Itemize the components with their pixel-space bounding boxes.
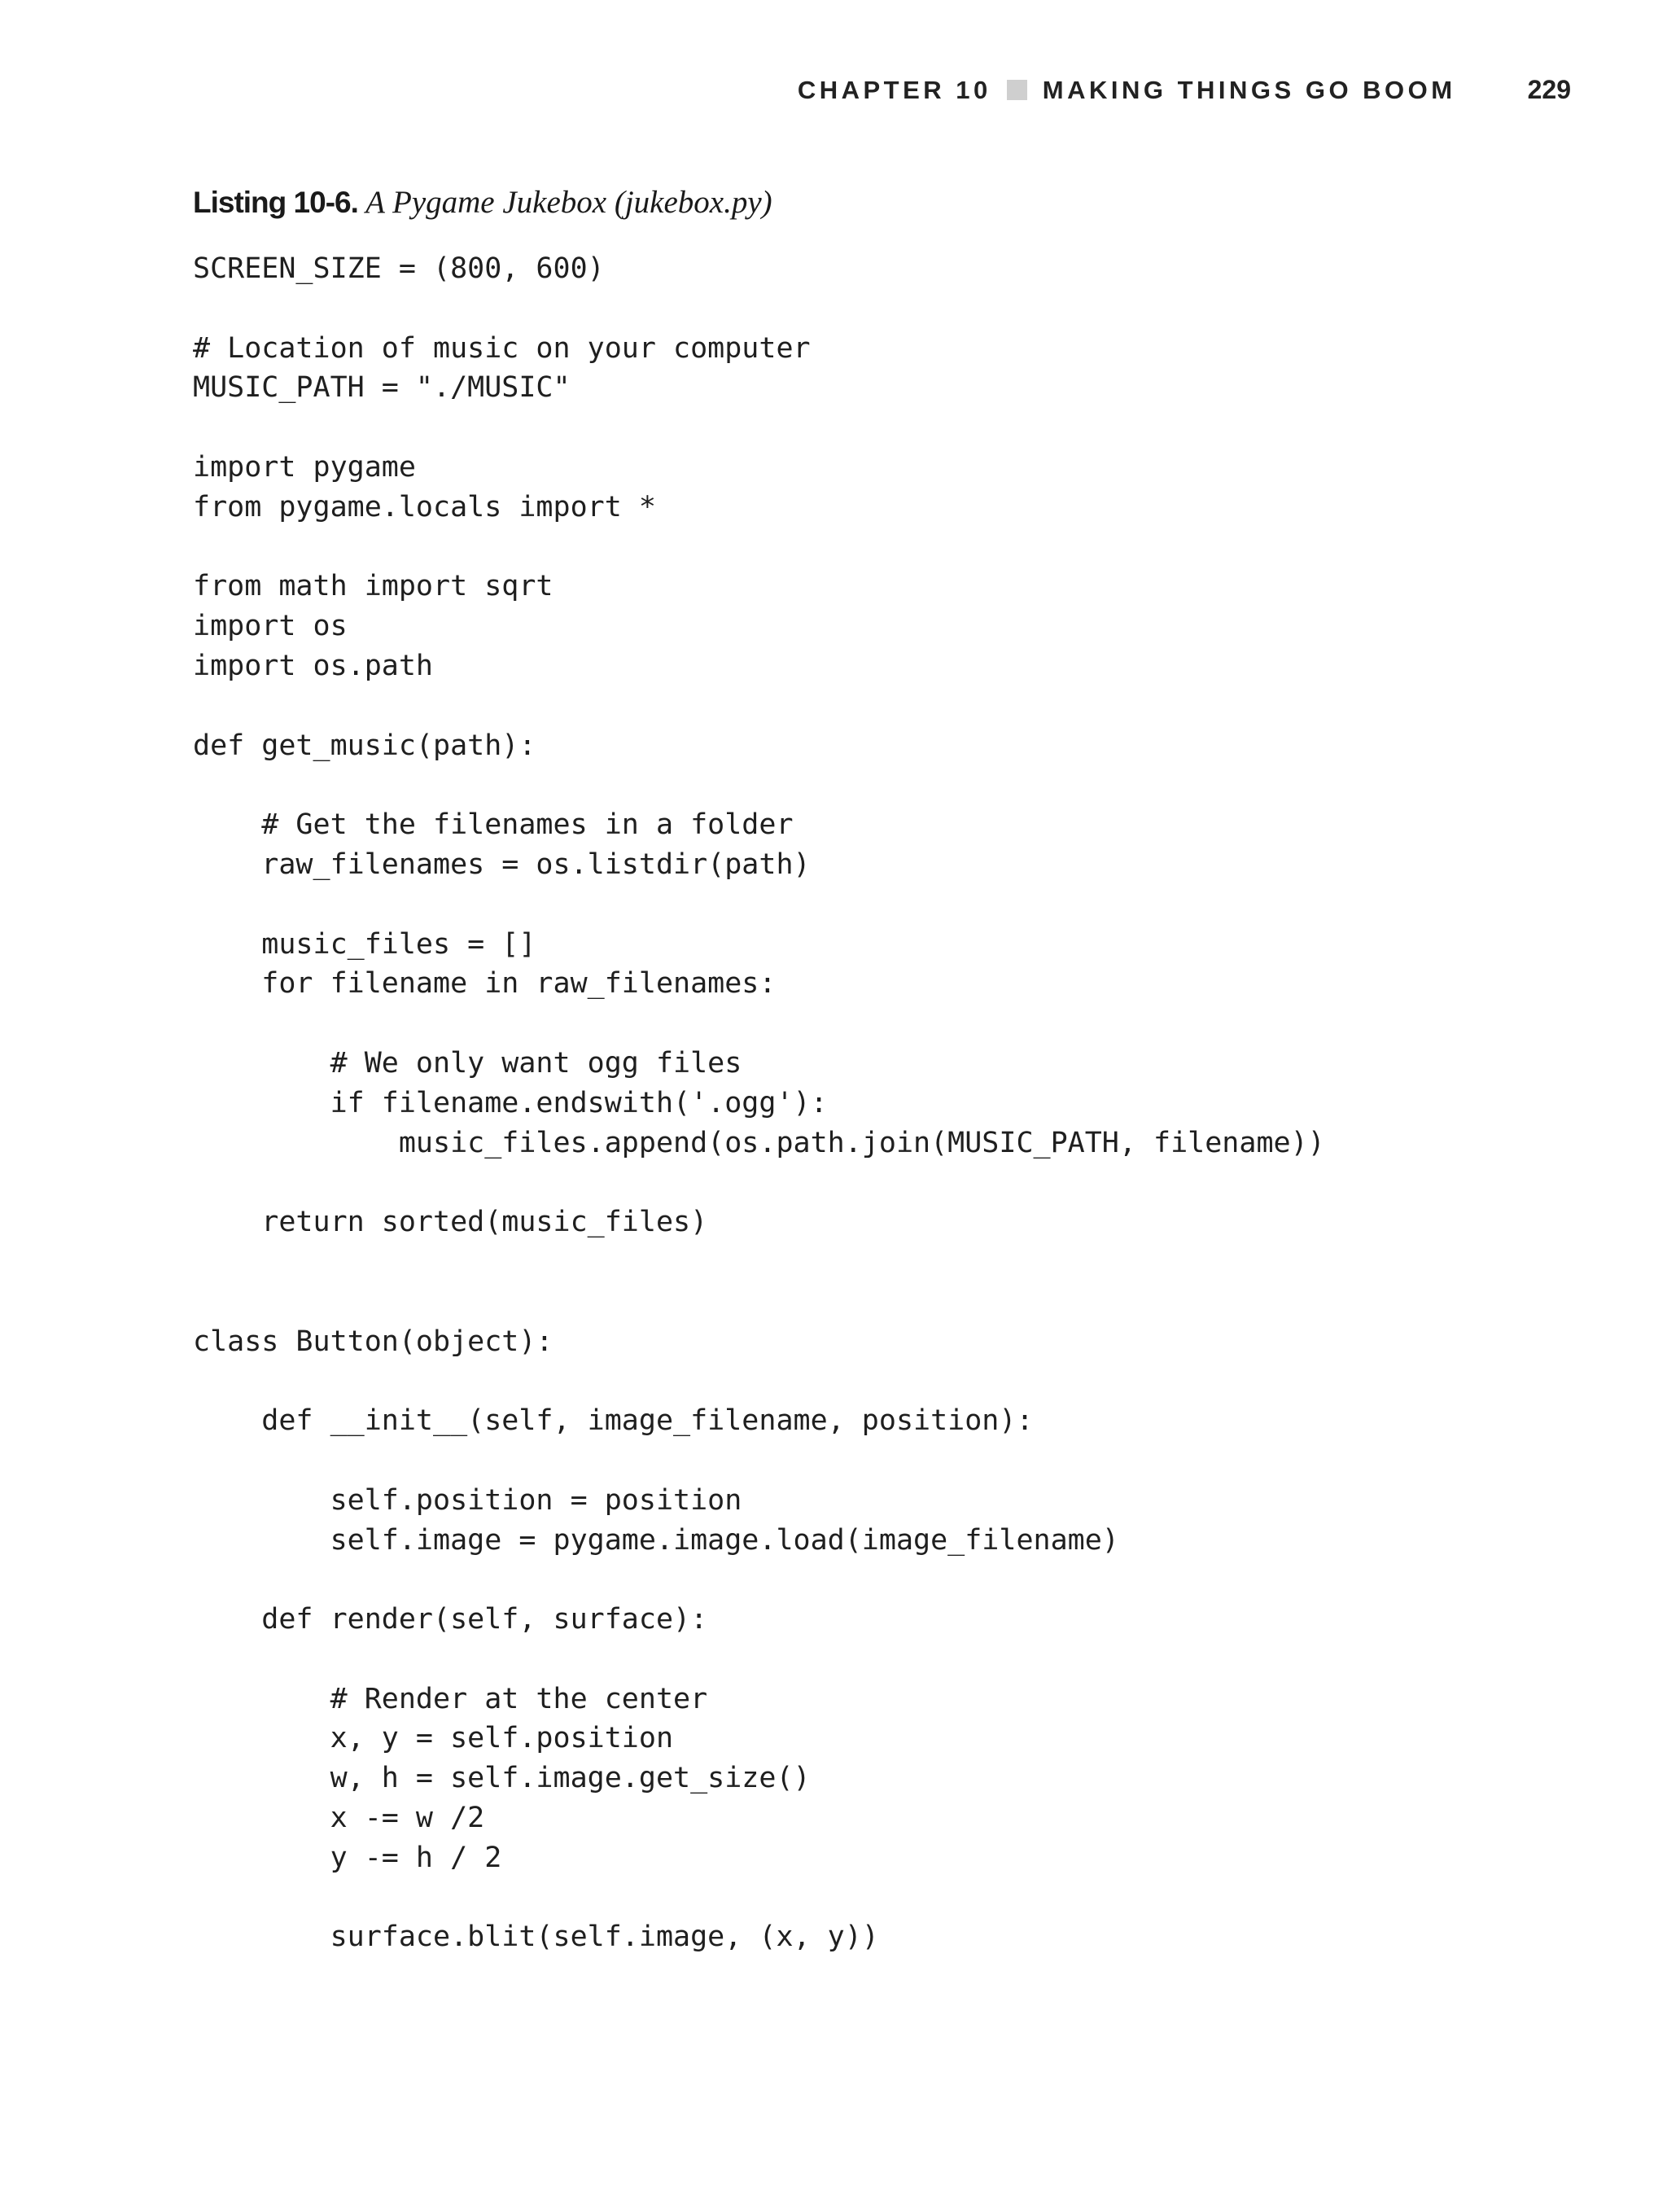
- page-number: 229: [1527, 75, 1571, 104]
- code-line: # Render at the center: [193, 1682, 708, 1715]
- code-line: music_files = []: [193, 927, 536, 961]
- code-line: [193, 1640, 1325, 1680]
- code-line: [193, 885, 1325, 925]
- code-line: import os.path: [193, 649, 434, 682]
- code-line: class Button(object):: [193, 1325, 553, 1358]
- code-line: w, h = self.image.get_size(): [193, 1762, 811, 1795]
- code-line: [193, 1560, 1325, 1600]
- code-line: from math import sqrt: [193, 570, 553, 603]
- code-line: # We only want ogg files: [193, 1046, 742, 1080]
- code-line: [193, 289, 1325, 329]
- code-line: [193, 1242, 1325, 1282]
- chapter-label: CHAPTER 10: [797, 75, 991, 104]
- code-line: def get_music(path):: [193, 729, 536, 762]
- code-line: [193, 408, 1325, 448]
- code-line: y -= h / 2: [193, 1841, 502, 1874]
- code-listing: [193, 249, 1325, 1957]
- code-line: return sorted(music_files): [193, 1206, 708, 1239]
- code-line: # Location of music on your computer: [193, 331, 811, 365]
- code-line: for filename in raw_filenames:: [193, 967, 777, 1001]
- code-line: [193, 1441, 1325, 1481]
- code-line: import pygame: [193, 450, 416, 484]
- code-line: import os: [193, 610, 348, 643]
- code-line: [193, 528, 1325, 567]
- code-line: [193, 1004, 1325, 1044]
- code-line: [193, 765, 1325, 805]
- code-line: x, y = self.position: [193, 1722, 674, 1755]
- code-line: def __init__(self, image_filename, position):: [193, 1404, 1034, 1438]
- code-line: SCREEN_SIZE = (800, 600): [193, 252, 605, 285]
- code-line: self.position = position: [193, 1483, 742, 1517]
- code-line: raw_filenames = os.listdir(path): [193, 848, 811, 881]
- running-head: [798, 75, 1571, 105]
- code-line: [193, 1361, 1325, 1401]
- code-line: [193, 1878, 1325, 1918]
- code-line: music_files.append(os.path.join(MUSIC_PATH, filename)): [193, 1126, 1325, 1159]
- code-line: x -= w /2: [193, 1802, 485, 1835]
- listing-caption: [193, 184, 772, 221]
- code-line: surface.blit(self.image, (x, y)): [193, 1921, 879, 1954]
- code-line: from pygame.locals import *: [193, 490, 656, 523]
- code-line: [193, 1282, 1325, 1322]
- code-line: MUSIC_PATH = "./MUSIC": [193, 371, 571, 405]
- code-line: [193, 1163, 1325, 1202]
- listing-title: A Pygame Jukebox (jukebox.py): [365, 185, 772, 220]
- chapter-title: MAKING THINGS GO BOOM: [1042, 75, 1456, 104]
- listing-label: Listing 10-6.: [193, 186, 358, 219]
- code-line: # Get the filenames in a folder: [193, 808, 794, 842]
- code-line: def render(self, surface):: [193, 1603, 708, 1636]
- code-line: self.image = pygame.image.load(image_filename): [193, 1523, 1119, 1557]
- code-line: [193, 686, 1325, 726]
- square-separator-icon: [1007, 80, 1027, 100]
- code-line: if filename.endswith('.ogg'):: [193, 1086, 828, 1119]
